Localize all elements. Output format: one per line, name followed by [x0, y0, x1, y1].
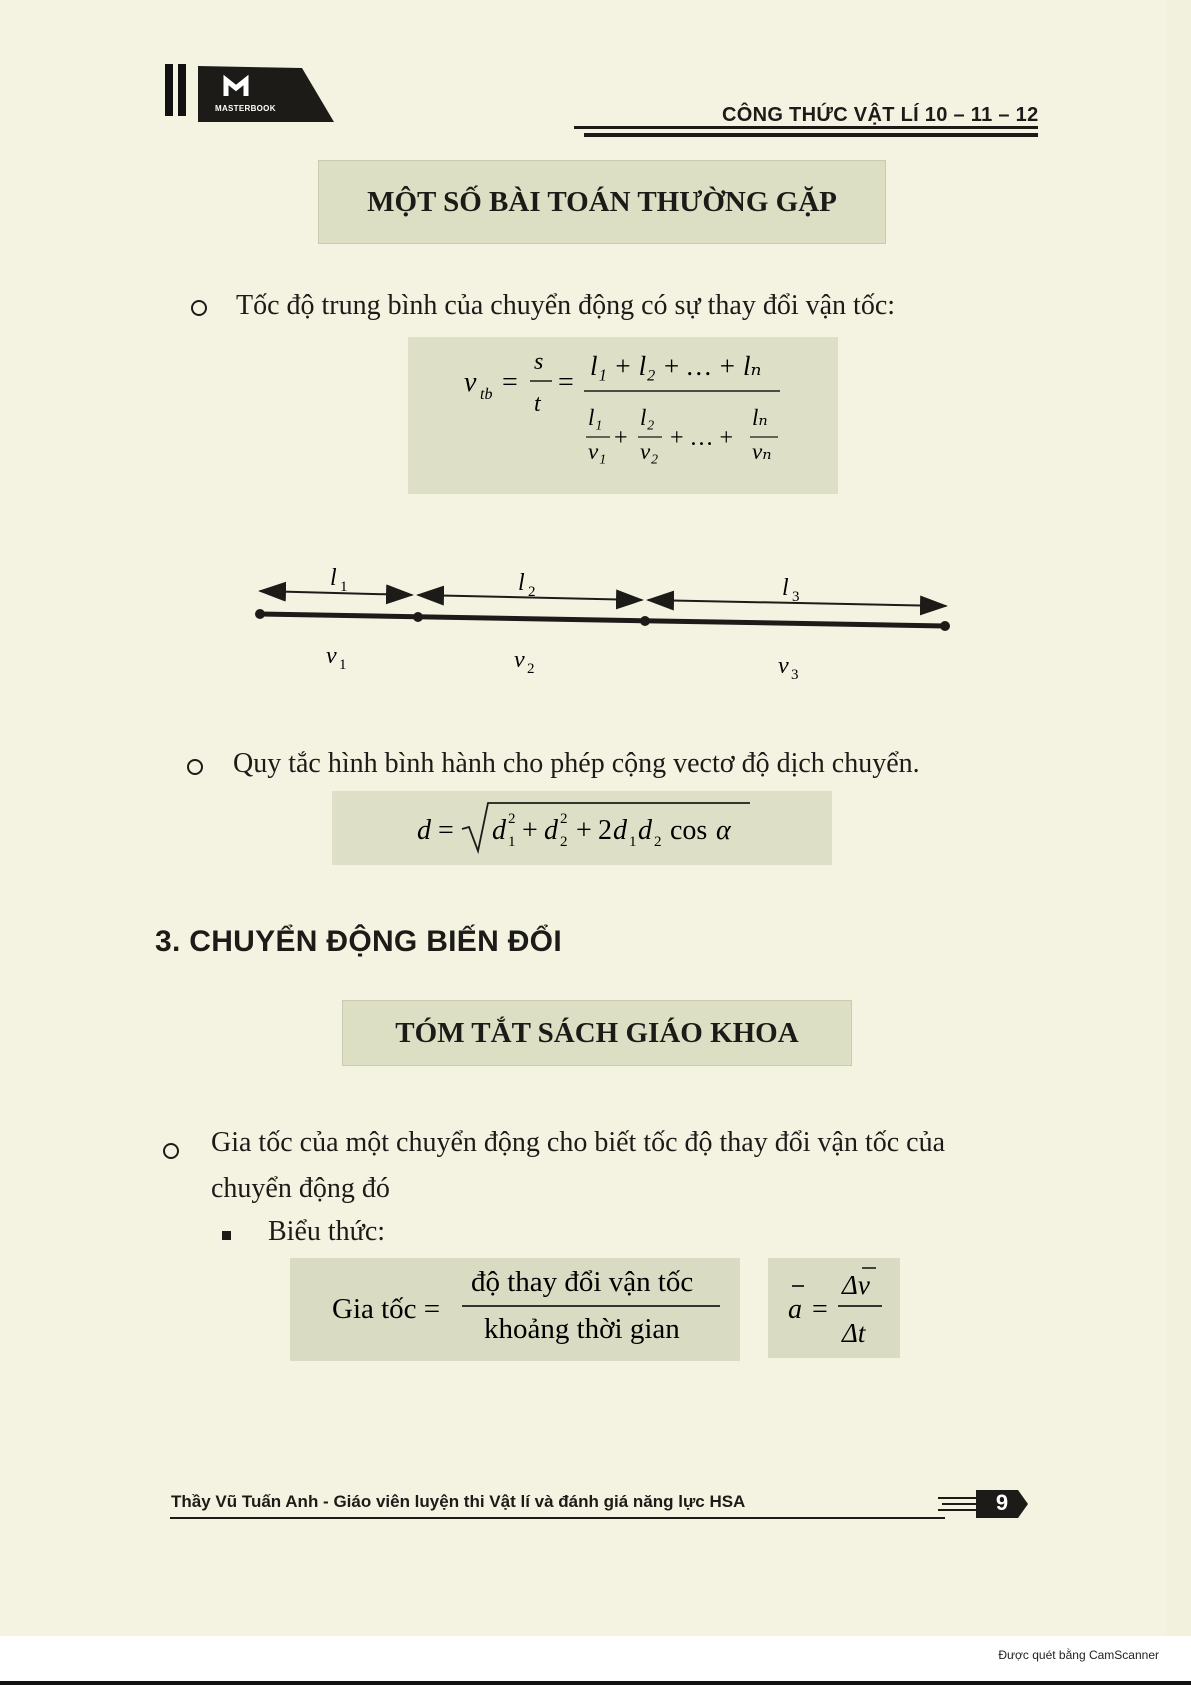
- displacement-formula-box: [332, 791, 832, 865]
- scan-bottom-bar: [0, 1681, 1191, 1685]
- displacement-formula: [332, 791, 832, 865]
- bullet-acceleration-line2: chuyển động đó: [211, 1173, 390, 1204]
- svg-text:Gia tốc =: Gia tốc =: [332, 1293, 441, 1325]
- svg-text:l₂: l₂: [640, 405, 655, 430]
- svg-text:cos: cos: [670, 815, 708, 846]
- svg-text:d: d: [492, 815, 506, 846]
- header-rule: [574, 126, 1038, 129]
- segment-speed-v1: v: [326, 643, 337, 669]
- svg-text:2: 2: [527, 661, 535, 677]
- svg-text:=: =: [558, 367, 574, 398]
- svg-text:vₙ: vₙ: [752, 439, 772, 464]
- svg-text:độ thay đổi vận tốc: độ thay đổi vận tốc: [471, 1266, 694, 1298]
- displacement-formula-text: d = √(d₁² + d₂² + 2d₁d₂ cos α): [332, 791, 344, 792]
- svg-text:=: =: [812, 1294, 828, 1325]
- svg-text:α: α: [716, 815, 731, 846]
- svg-text:2: 2: [560, 811, 568, 827]
- section-heading-box: MỘT SỐ BÀI TOÁN THƯỜNG GẶP: [318, 160, 886, 244]
- svg-text:2: 2: [528, 584, 536, 600]
- svg-text:Δv: Δv: [842, 1270, 870, 1300]
- acceleration-symbol-formula: [768, 1258, 900, 1358]
- numerator-text: l₁ + l₂ + … + lₙ: [590, 351, 762, 381]
- svg-text:+: +: [614, 425, 628, 451]
- svg-text:1: 1: [340, 579, 348, 595]
- svg-text:Δt: Δt: [842, 1318, 866, 1348]
- bullet-average-speed: Tốc độ trung bình của chuyển động có sự thay đổi vận tốc:: [236, 290, 896, 321]
- svg-text:d: d: [417, 815, 431, 846]
- svg-text:2: 2: [598, 815, 612, 846]
- average-speed-formula-box: [408, 337, 838, 494]
- scan-footer: [0, 1636, 1191, 1685]
- svg-text:v₂: v₂: [640, 439, 659, 464]
- svg-text:+ … +: + … +: [670, 425, 734, 451]
- textbook-summary-box: TÓM TẮT SÁCH GIÁO KHOA: [342, 1000, 852, 1066]
- bullet-circle-icon: [187, 759, 203, 775]
- footer-author: Thầy Vũ Tuấn Anh - Giáo viên luyện thi Vật lí và đánh giá năng lực HSA: [171, 1492, 746, 1511]
- svg-text:a: a: [788, 1294, 802, 1325]
- page-number: 9: [995, 1490, 1009, 1515]
- svg-text:1: 1: [339, 657, 347, 673]
- svg-text:d: d: [638, 815, 652, 846]
- segment-label-l3: l: [782, 575, 789, 601]
- svg-text:v₁: v₁: [588, 439, 607, 464]
- bullet-circle-icon: [163, 1143, 179, 1159]
- acceleration-symbol-formula-box: [768, 1258, 900, 1358]
- svg-text:2: 2: [560, 834, 568, 850]
- header-rule-2: [584, 133, 1038, 137]
- svg-text:3: 3: [791, 667, 799, 683]
- svg-text:d: d: [544, 815, 558, 846]
- footer-rule: [170, 1517, 945, 1519]
- masterbook-logo-icon: [198, 66, 334, 122]
- bullet-acceleration-line1: Gia tốc của một chuyển động cho biết tốc độ thay đổi vận tốc của: [211, 1127, 946, 1158]
- header-title: CÔNG THỨC VẬT LÍ 10 – 11 – 12: [722, 104, 1039, 126]
- svg-text:+: +: [522, 815, 538, 846]
- segment-speed-v2: v: [514, 647, 525, 673]
- segment-speed-v3: v: [778, 653, 789, 679]
- logo-bars: [165, 64, 187, 116]
- svg-text:d: d: [613, 815, 627, 846]
- svg-text:2: 2: [654, 834, 662, 850]
- path-segments-diagram: [240, 555, 970, 685]
- section-heading-3: 3. CHUYỂN ĐỘNG BIẾN ĐỔI: [155, 925, 562, 958]
- segment-label-l2: l: [518, 570, 525, 596]
- svg-text:+: +: [576, 815, 592, 846]
- svg-text:lₙ: lₙ: [752, 405, 768, 430]
- bullet-square-icon: [222, 1231, 231, 1240]
- svg-text:s: s: [534, 349, 544, 375]
- acceleration-word-formula-box: [290, 1258, 740, 1361]
- svg-text:2: 2: [508, 811, 516, 827]
- segment-label-l1: l: [330, 565, 337, 591]
- svg-text:v: v: [464, 367, 477, 398]
- svg-text:3: 3: [792, 589, 800, 605]
- svg-text:=: =: [502, 367, 518, 398]
- subbullet-expression: Biểu thức:: [268, 1216, 386, 1247]
- svg-text:1: 1: [508, 834, 516, 850]
- svg-text:l₁: l₁: [588, 405, 603, 430]
- average-speed-formula: [408, 337, 838, 494]
- svg-text:1: 1: [629, 834, 637, 850]
- bullet-circle-icon: [191, 300, 207, 316]
- acceleration-word-formula: [290, 1258, 740, 1361]
- svg-text:tb: tb: [480, 386, 493, 403]
- camscanner-watermark: Được quét bằng CamScanner: [998, 1648, 1159, 1662]
- bullet-parallelogram-rule: Quy tắc hình bình hành cho phép cộng vectơ độ dịch chuyển.: [233, 748, 920, 779]
- svg-text:t: t: [534, 391, 541, 417]
- logo-text: MASTERBOOK: [215, 104, 276, 113]
- svg-text:khoảng thời gian: khoảng thời gian: [484, 1313, 680, 1345]
- svg-text:=: =: [438, 815, 454, 846]
